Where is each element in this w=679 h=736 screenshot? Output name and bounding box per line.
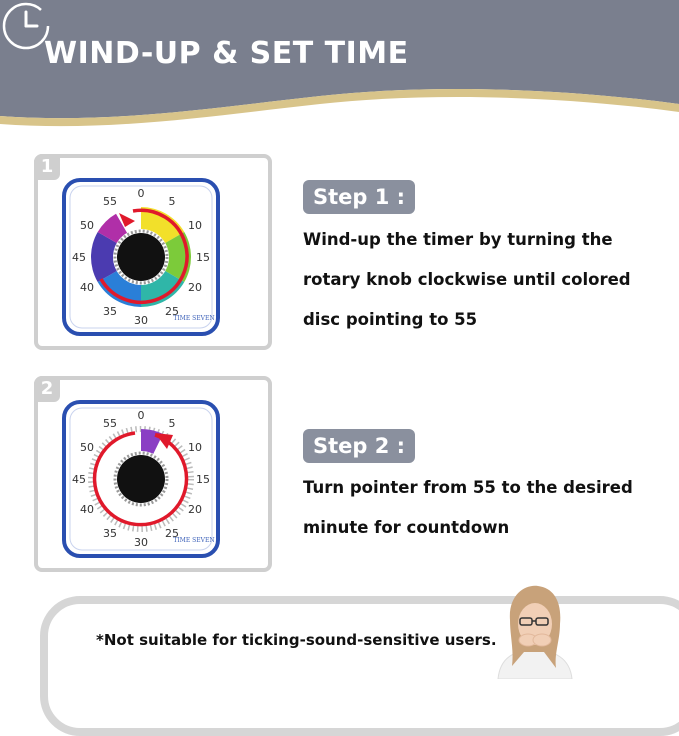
step-1-image-card (34, 154, 272, 350)
dial-number: 40 (80, 281, 94, 294)
step-2-description: Turn pointer from 55 to the desired minute for countdown (303, 478, 633, 537)
header-banner (0, 0, 679, 130)
step-1-label: Step 1 : (303, 180, 415, 214)
brand-text: TIME SEVEN (173, 315, 215, 322)
dial-number: 50 (80, 219, 94, 232)
dial-number: 15 (196, 473, 210, 486)
dial-number: 35 (103, 305, 117, 318)
dial-number: 45 (72, 251, 86, 264)
dial-number: 30 (134, 314, 148, 327)
dial-number: 55 (103, 195, 117, 208)
dial-number: 35 (103, 527, 117, 540)
dial-number: 5 (168, 417, 176, 430)
timer-dial-colored (62, 178, 220, 336)
step-2-label: Step 2 : (303, 429, 415, 463)
dial-number: 45 (72, 473, 86, 486)
dial-number: 25 (165, 527, 179, 540)
dial-number: 5 (168, 195, 176, 208)
page-title: WIND-UP & SET TIME (44, 36, 409, 71)
dial-number: 40 (80, 503, 94, 516)
dial-number: 25 (165, 305, 179, 318)
dial-number: 10 (188, 441, 202, 454)
step-1-number-badge: 1 (34, 154, 60, 180)
step-2-image-card (34, 376, 272, 572)
dial-number: 55 (103, 417, 117, 430)
dial-number: 0 (137, 409, 145, 422)
note-text: *Not suitable for ticking-sound-sensitive users. (96, 631, 497, 649)
clock-icon (0, 0, 52, 52)
dial-number: 0 (137, 187, 145, 200)
dial-number: 50 (80, 441, 94, 454)
dial-number: 20 (188, 281, 202, 294)
timer-dial-set (62, 400, 220, 558)
dial-number: 20 (188, 503, 202, 516)
dial-number: 15 (196, 251, 210, 264)
brand-text: TIME SEVEN (173, 537, 215, 544)
dial-number: 10 (188, 219, 202, 232)
step-2-number-badge: 2 (34, 376, 60, 402)
person-covering-ears-image (484, 580, 584, 679)
dial-number: 30 (134, 536, 148, 549)
step-1-description: Wind-up the timer by turning the rotary knob clockwise until colored disc pointing to 55 (303, 230, 631, 329)
